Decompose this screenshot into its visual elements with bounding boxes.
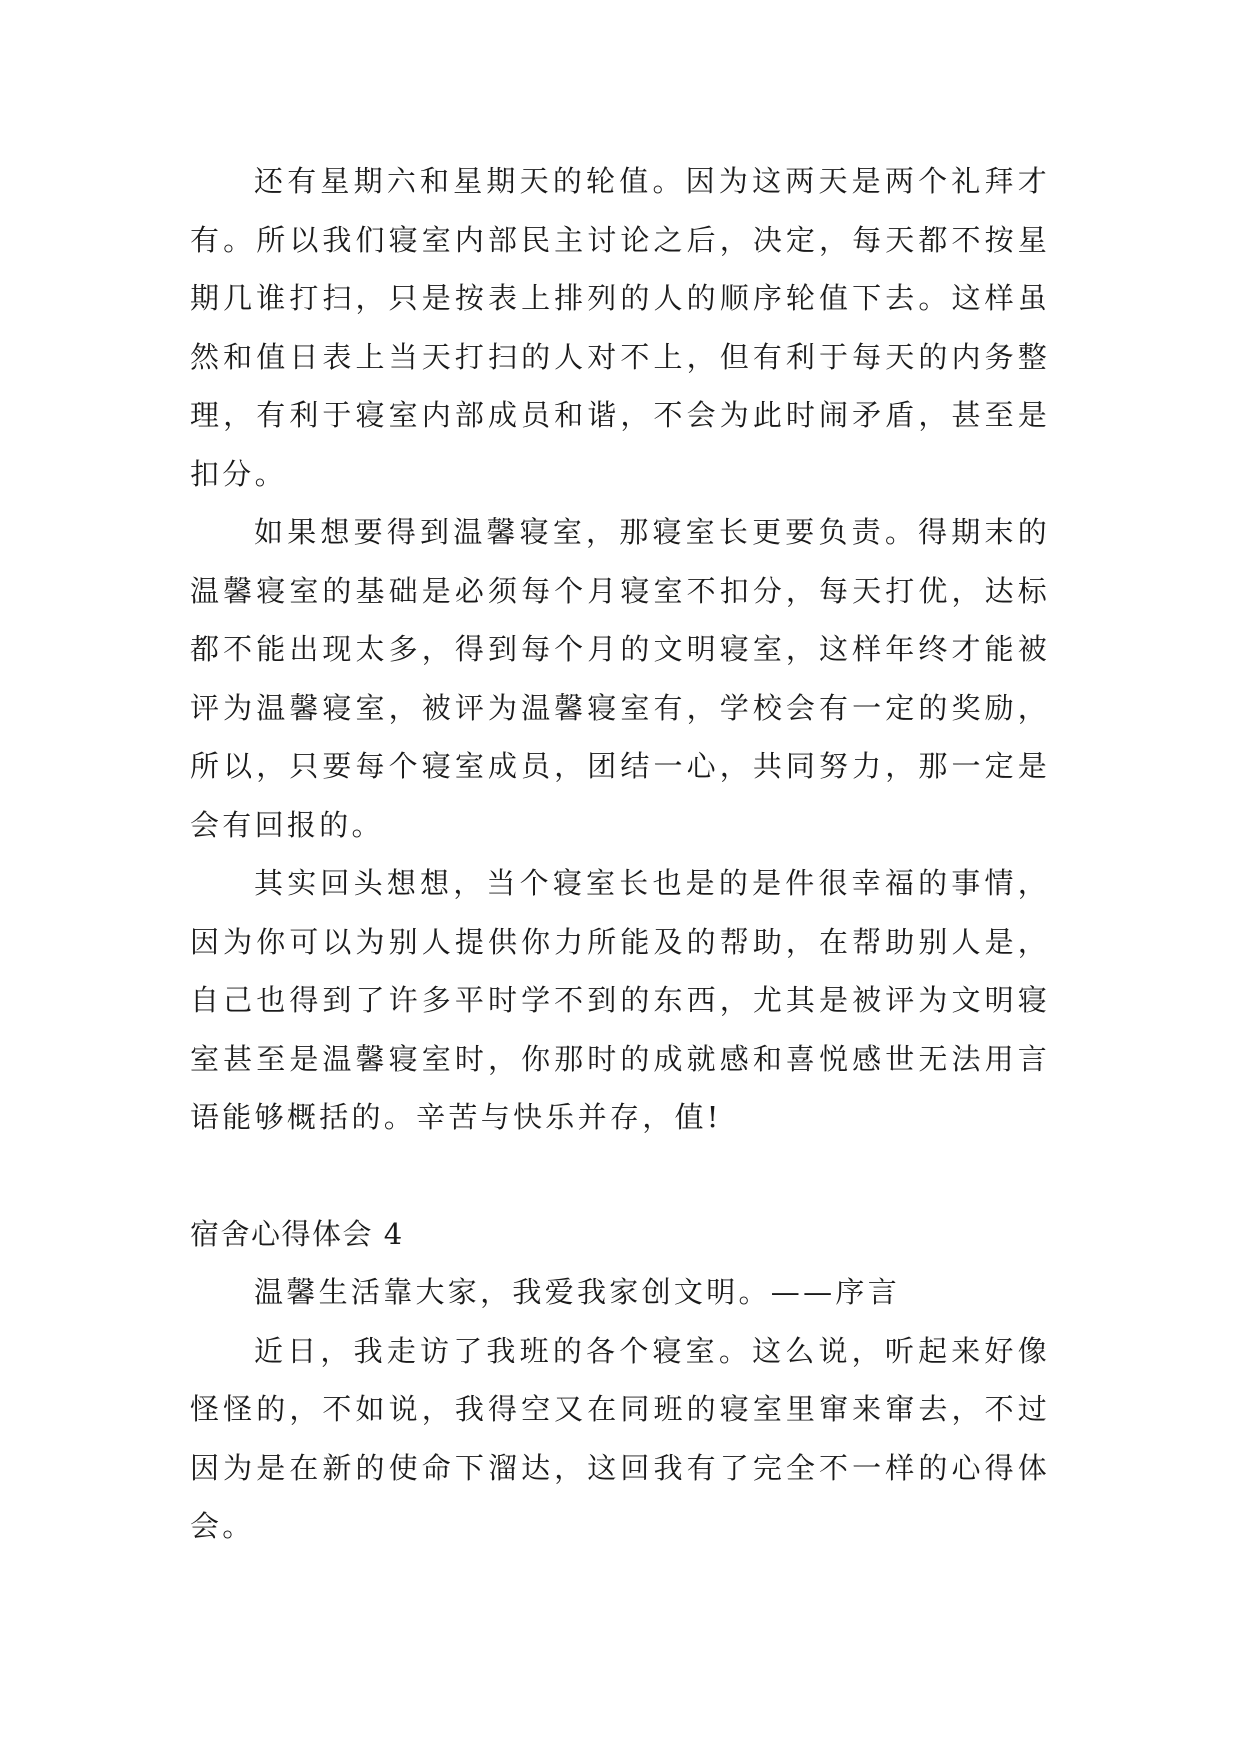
paragraph: 近日，我走访了我班的各个寝室。这么说，听起来好像怪怪的，不如说，我得空又在同班的寝室里窜来窜去，不过因为是在新的使命下溜达，这回我有了完全不一样的心得体会。 <box>190 1333 1050 1543</box>
section-spacer <box>190 1147 1050 1205</box>
document-body <box>190 152 1050 1556</box>
section-heading: 宿舍心得体会 4 <box>190 1216 404 1251</box>
paragraph: 还有星期六和星期天的轮值。因为这两天是两个礼拜才有。所以我们寝室内部民主讨论之后，决定，每天都不按星期几谁打扫，只是按表上排列的人的顺序轮值下去。这样虽然和值日表上当天打扫的人对不上，但有利于每天的内务整理，有利于寝室内部成员和谐，不会为此时闹矛盾，甚至是扣分。 <box>190 164 1050 491</box>
epigraph: 温馨生活靠大家，我爱我家创文明。——序言 <box>254 1275 901 1309</box>
paragraph: 其实回头想想，当个寝室长也是的是件很幸福的事情，因为你可以为别人提供你力所能及的帮助，在帮助别人是，自己也得到了许多平时学不到的东西，尤其是被评为文明寝室甚至是温馨寝室时，你那时的成就感和喜悦感世无法用言语能够概括的。辛苦与快乐并存，值! <box>190 866 1050 1134</box>
paragraph: 如果想要得到温馨寝室，那寝室长更要负责。得期末的温馨寝室的基础是必须每个月寝室不扣分，每天打优，达标都不能出现太多，得到每个月的文明寝室，这样年终才能被评为温馨寝室，被评为温馨寝室有，学校会有一定的奖励，所以，只要每个寝室成员，团结一心，共同努力，那一定是会有回报的。 <box>190 515 1050 842</box>
